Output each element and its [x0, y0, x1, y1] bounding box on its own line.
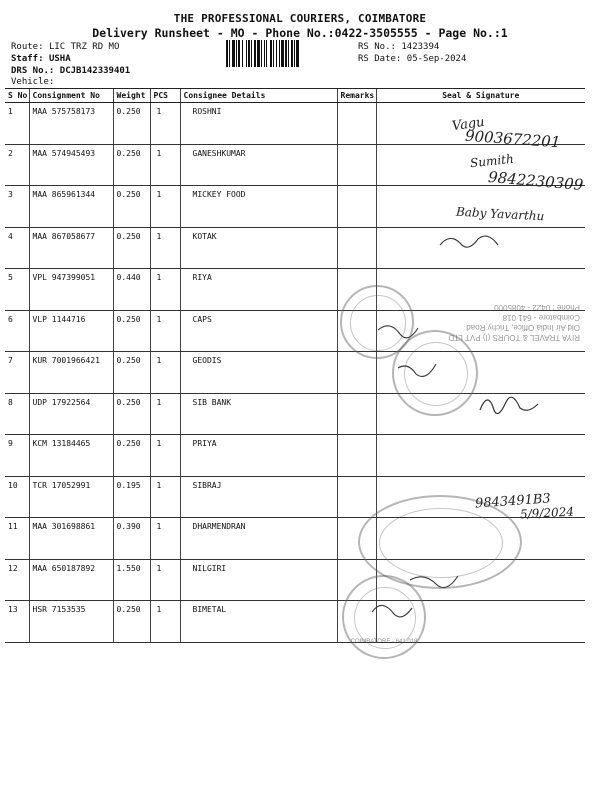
- cell-consignment: UDP 17922564: [29, 393, 113, 435]
- cell-weight: 0.250: [113, 144, 150, 186]
- cell-consignment: VPL 947399051: [29, 269, 113, 311]
- route-value: LIC TRZ RD MO: [48, 42, 120, 52]
- cell-weight: 1.550: [113, 559, 150, 601]
- header-seal-signature: Seal & Signature: [376, 89, 585, 103]
- cell-consignee: GEODIS: [180, 352, 337, 394]
- cell-sno: 5: [5, 269, 29, 311]
- cell-consignee: RIYA: [180, 269, 337, 311]
- cell-consignment: MAA 865961344: [29, 186, 113, 228]
- cell-pcs: 1: [150, 393, 180, 435]
- drs-value: DCJB142339401: [59, 66, 131, 76]
- cell-pcs: 1: [150, 352, 180, 394]
- header-sno: S No: [5, 89, 29, 103]
- cell-weight: 0.250: [113, 435, 150, 477]
- cell-sno: 11: [5, 518, 29, 560]
- route-label: Route:: [11, 42, 44, 52]
- vehicle-label: Vehicle:: [11, 77, 55, 87]
- handwritten-phone-row11: 9843491B3: [474, 491, 552, 512]
- cell-consignment: HSR 7153535: [29, 601, 113, 643]
- handwritten-phone-row2: 9842230309: [487, 167, 585, 195]
- cell-sno: 7: [5, 352, 29, 394]
- round-stamp-row13: [342, 575, 426, 659]
- cell-pcs: 1: [150, 186, 180, 228]
- cell-consignee: KOTAK: [180, 227, 337, 269]
- cell-pcs: 1: [150, 227, 180, 269]
- header-consignment: Consignment No: [29, 89, 113, 103]
- cell-consignment: MAA 574945493: [29, 144, 113, 186]
- cell-sno: 6: [5, 310, 29, 352]
- staff-value: USHA: [48, 54, 71, 64]
- cell-consignee: DHARMENDRAN: [180, 518, 337, 560]
- cell-pcs: 1: [150, 103, 180, 145]
- rs-no-value: 1423394: [401, 42, 440, 52]
- company-title: THE PROFESSIONAL COURIERS, COIMBATORE: [173, 12, 427, 25]
- round-stamp-text: COIMBATORE - 641 018: [350, 639, 418, 645]
- cell-sno: 2: [5, 144, 29, 186]
- header-remarks: Remarks: [337, 89, 376, 103]
- handwritten-name-row1: Vagu: [451, 114, 486, 135]
- cell-pcs: 1: [150, 559, 180, 601]
- handwritten-date-row11: 5/9/2024: [519, 504, 575, 522]
- header-consignee: Consignee Details: [180, 89, 337, 103]
- cell-weight: 0.440: [113, 269, 150, 311]
- signature-row8: [480, 397, 538, 413]
- cell-weight: 0.250: [113, 103, 150, 145]
- cell-weight: 0.250: [113, 601, 150, 643]
- cell-sno: 4: [5, 227, 29, 269]
- cell-consignment: KCM 13184465: [29, 435, 113, 477]
- cell-consignment: MAA 867058677: [29, 227, 113, 269]
- cell-consignment: KUR 7001966421: [29, 352, 113, 394]
- cell-consignee: ROSHNI: [180, 103, 337, 145]
- cell-weight: 0.250: [113, 352, 150, 394]
- rect-stamp-line1: RIYA TRAVEL & TOURS (I) PVT LTD: [448, 333, 580, 342]
- cell-sno: 12: [5, 559, 29, 601]
- cell-consignee: SIBRAJ: [180, 476, 337, 518]
- handwritten-name-row2: Sumith: [469, 151, 515, 171]
- cell-pcs: 1: [150, 476, 180, 518]
- header-pcs: PCS: [150, 89, 180, 103]
- handwritten-phone-row1: 9003672201: [464, 126, 561, 152]
- cell-sno: 10: [5, 476, 29, 518]
- rect-stamp-line4: Phone : 0422 - 4085000: [494, 303, 580, 312]
- cell-sno: 8: [5, 393, 29, 435]
- cell-consignee: PRIYA: [180, 435, 337, 477]
- rs-no-label: RS No.:: [358, 42, 396, 52]
- drs-label: DRS No.:: [11, 66, 55, 76]
- cell-weight: 0.250: [113, 310, 150, 352]
- rect-stamp-line3: Coimbatore - 641 018: [502, 313, 580, 322]
- cell-sno: 13: [5, 601, 29, 643]
- cell-consignment: MAA 650187892: [29, 559, 113, 601]
- cell-consignee: MICKEY FOOD: [180, 186, 337, 228]
- header-weight: Weight: [113, 89, 150, 103]
- cell-sno: 9: [5, 435, 29, 477]
- cell-pcs: 1: [150, 518, 180, 560]
- cell-pcs: 1: [150, 310, 180, 352]
- rs-date-label: RS Date:: [358, 54, 402, 64]
- cell-consignee: BIMETAL: [180, 601, 337, 643]
- cell-sno: 1: [5, 103, 29, 145]
- cell-consignee: CAPS: [180, 310, 337, 352]
- round-stamp-row7: [392, 330, 478, 416]
- cell-consignee: NILGIRI: [180, 559, 337, 601]
- cell-pcs: 1: [150, 144, 180, 186]
- cell-consignment: VLP 1144716: [29, 310, 113, 352]
- runsheet-subtitle: Delivery Runsheet - MO - Phone No.:0422-3505555 - Page No.:1: [92, 26, 508, 40]
- cell-weight: 0.250: [113, 227, 150, 269]
- cell-weight: 0.250: [113, 186, 150, 228]
- cell-pcs: 1: [150, 435, 180, 477]
- cell-weight: 0.390: [113, 518, 150, 560]
- cell-weight: 0.195: [113, 476, 150, 518]
- cell-consignee: SIB BANK: [180, 393, 337, 435]
- cell-pcs: 1: [150, 601, 180, 643]
- cell-consignee: GANESHKUMAR: [180, 144, 337, 186]
- rs-date-value: 05-Sep-2024: [406, 54, 467, 64]
- cell-weight: 0.250: [113, 393, 150, 435]
- signature-row4: [440, 236, 498, 247]
- staff-label: Staff:: [11, 54, 44, 64]
- cell-consignment: MAA 301698861: [29, 518, 113, 560]
- cell-consignment: TCR 17052991: [29, 476, 113, 518]
- cell-consignment: MAA 575758173: [29, 103, 113, 145]
- cell-pcs: 1: [150, 269, 180, 311]
- cell-sno: 3: [5, 186, 29, 228]
- handwritten-note-row4: Baby Yavarthu: [455, 204, 545, 224]
- rect-stamp-line2: Old Air India Office, Trichy Road: [466, 323, 580, 332]
